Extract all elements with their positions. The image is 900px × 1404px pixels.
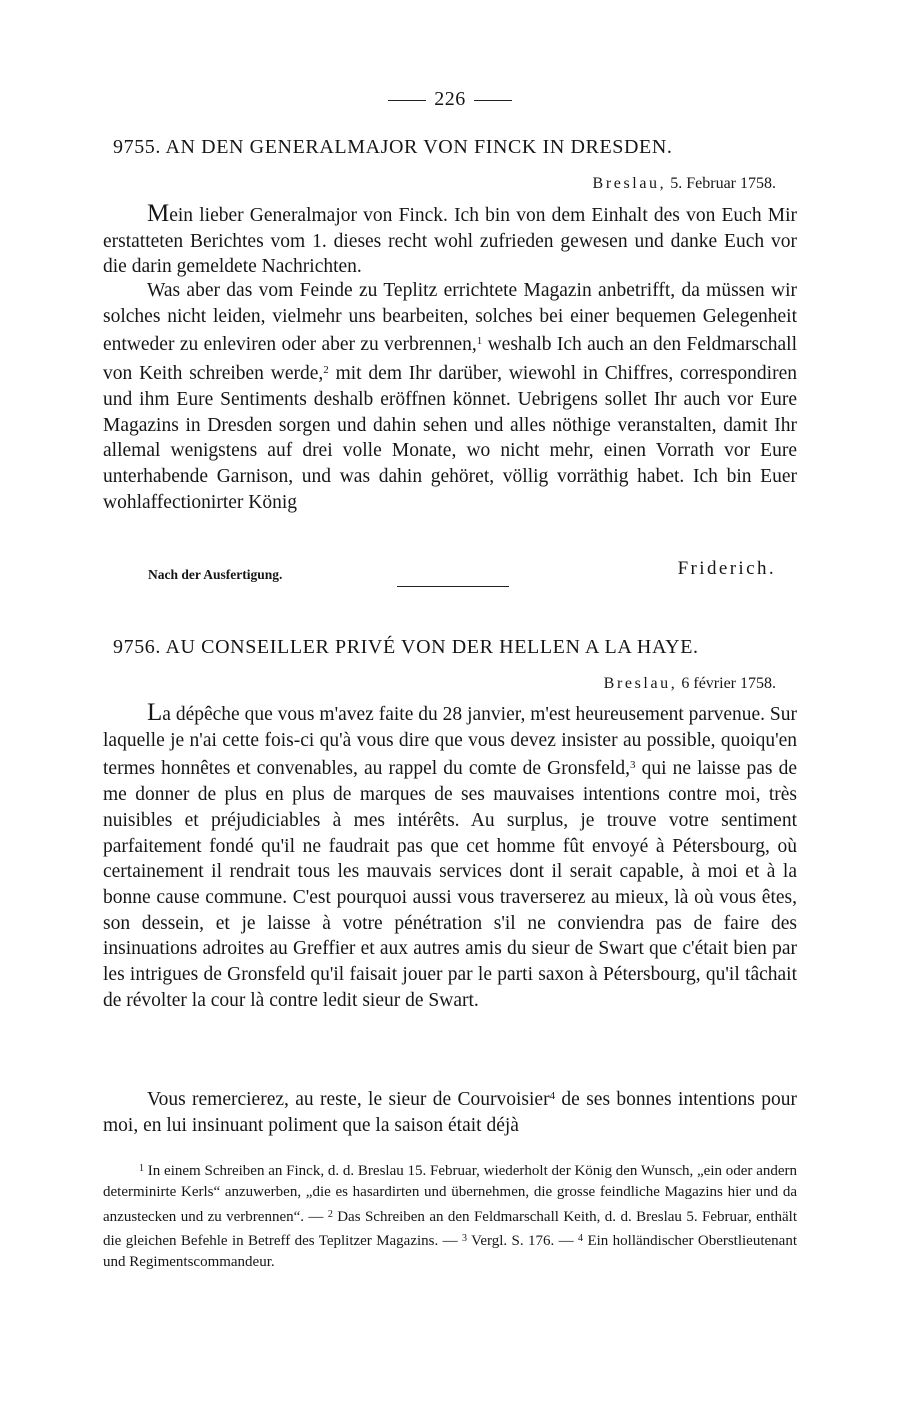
footnote-ref-2: 2 — [323, 364, 329, 377]
letter-9756-initial: L — [147, 699, 163, 726]
footnote-4-text: Ein holländischer Oberstlieutenant und Regimentscommandeur. — [103, 1232, 797, 1271]
letter-9756-paragraph-1-text-b: qui ne laisse pas de me donner de plus en plus de marques de ses mauvaises intentions contre moi, très nuisibles et préjudiciables à mes intérêts. Au surplus, je trouve votre sentiment parfaitement fondé qu'il ne faudrait pas que cet homme fût envoyé à Pétersbourg, où certainement il rendrait tous les mauvais services dont il serait capable, à moi et à la bonne cause commune. C'est pourquoi aussi vous traverserez au mieux, là où vous êtes, son dessein, et je laisse à votre pénétration s'il ne conviendra pas de faire des insinuations adroites au Greffier et aux autres amis du sieur de Swart que c'était bien par les intrigues de Gronsfeld qu'il faisait jouer par le parti saxon à Pétersbourg, qu'il tâchait de révolter la cour là contre ledit sieur de Swart. — [103, 758, 798, 1011]
letter-9756-paragraph-1 — [103, 700, 797, 1013]
footnote-3-mark: 3 — [462, 1232, 468, 1244]
footnotes — [103, 1158, 797, 1273]
letter-9755-heading: 9755. AN DEN GENERALMAJOR VON FINCK IN DRESDEN. — [113, 136, 673, 158]
page-number-text: 226 — [434, 88, 466, 110]
footnote-ref-3: 3 — [630, 759, 636, 772]
section-divider — [397, 586, 509, 587]
letter-9755-signature: Friderich. — [677, 558, 776, 579]
letter-9755-date: 5. Februar 1758. — [670, 175, 776, 192]
page-number-right-dash — [474, 100, 512, 101]
letter-9756-paragraph-1-text-a: a dépêche que vous m'avez faite du 28 janvier, m'est heureusement parvenue. Sur laquelle je n'ai cette fois-ci qu'à vous dire que vous devez insister au possible, quoiqu'en termes honnêtes et convenables, au rappel du comte de Gronsfeld, — [103, 704, 797, 780]
page-number — [0, 88, 900, 111]
letter-9756-heading: 9756. AU CONSEILLER PRIVÉ VON DER HELLEN A LA HAYE. — [113, 636, 699, 658]
letter-9756-date: 6 février 1758. — [681, 675, 776, 692]
footnote-4-mark: 4 — [578, 1232, 584, 1244]
letter-9755-paragraph-2-text-c: mit dem Ihr darüber, wiewohl in Chiffres, correspondiren und ihm Eure Sentiments deshalb eröffnen könnet. Uebrigens sollet Ihr auch vor Eure Magazins in Dresden sorgen und dahin sehen und alles nöthige veranstalten, damit Ihr allemal wenigstens auf drei volle Monate, wo nicht mehr, einen Vorrath vor Eure unterhabende Garnison, und was dahin gehöret, völlig vorräthig habet. Ich bin Euer wohlaffectionirter König — [103, 363, 797, 513]
page-number-left-dash — [388, 100, 426, 101]
letter-9755-paragraph-2 — [103, 278, 797, 515]
footnote-ref-1: 1 — [476, 335, 483, 348]
letter-9755-paragraph-1 — [103, 201, 797, 280]
letter-9756-paragraph-2-text-b: de ses bonnes intentions pour moi, en lui insinuant poliment que la saison était déjà — [103, 1089, 798, 1136]
letter-9755-source-note: Nach der Ausfertigung. — [148, 567, 283, 582]
letter-9755-paragraph-2-text-a: Was aber das vom Feinde zu Teplitz errichtete Magazin anbetrifft, da müssen wir solches nicht leiden, vielmehr uns bearbeiten, solches bei einer bequemen Gelegenheit entweder zu enleviren oder aber zu verbrennen, — [103, 280, 797, 356]
letter-9755-paragraph-2-text-b: weshalb Ich auch an den Feldmarschall von Keith schreiben werde, — [103, 334, 798, 385]
letter-9756-paragraph-2-text-a: Vous remercierez, au reste, le sieur de Courvoisier — [147, 1089, 550, 1110]
letter-9756-dateline — [604, 675, 776, 693]
footnote-3-text: Vergl. S. 176. — — [467, 1232, 579, 1249]
footnote-ref-4: 4 — [549, 1090, 556, 1102]
letter-9755-initial: M — [147, 200, 170, 227]
letter-9755-place: Breslau, — [592, 175, 667, 192]
footnote-2-text: Das Schreiben an den Feldmarschall Keith, d. d. Breslau 5. Februar, enthält die gleichen Befehle in Betreff des Teplitzer Magazins. — — [103, 1208, 797, 1249]
footnote-2-mark: 2 — [327, 1208, 333, 1220]
footnote-1-mark: 1 — [139, 1163, 144, 1174]
footnote-1-text: In einem Schreiben an Finck, d. d. Breslau 15. Februar, wiederholt der König den Wunsch, „ein oder andern determinirte Kerls“ anzuwerben, „die es hasardirten und übernehmen, die grosse feindliche Magazins hier und da anzustecken und zu verbrennen“. — — [103, 1163, 797, 1225]
letter-9755-dateline — [593, 175, 776, 193]
letter-9756-place: Breslau, — [603, 675, 678, 692]
letter-9756-paragraph-2 — [103, 1084, 797, 1138]
letter-9755-paragraph-1-text: ein lieber Generalmajor von Finck. Ich bin von dem Einhalt des von Euch Mir erstatteten Berichtes vom 1. dieses recht wohl zufrieden gewesen und danke Euch vor die darin gemeldete Nachrichten. — [103, 205, 797, 278]
